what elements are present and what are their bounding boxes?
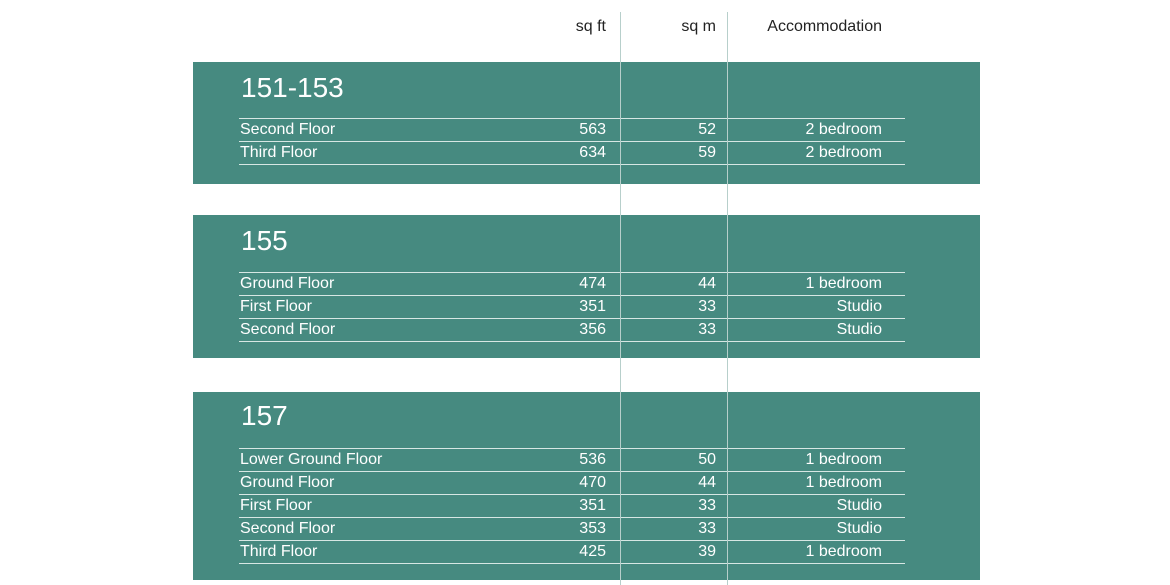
accommodation-cell: 1 bedroom <box>805 543 882 560</box>
floor-cell: Ground Floor <box>240 275 335 292</box>
floor-cell: Second Floor <box>240 121 336 138</box>
sqm-cell: 33 <box>698 321 716 338</box>
floor-cell: First Floor <box>240 298 312 315</box>
table-row <box>239 494 905 517</box>
floor-cell: Second Floor <box>240 321 336 338</box>
accommodation-cell: Studio <box>836 497 882 514</box>
sqm-cell: 44 <box>698 474 716 491</box>
table-row <box>239 272 905 295</box>
floor-cell: First Floor <box>240 497 312 514</box>
sqft-cell: 563 <box>579 121 606 138</box>
header-accommodation: Accommodation <box>767 18 882 35</box>
accommodation-cell: 2 bedroom <box>805 144 882 161</box>
schedule-rows <box>239 272 905 342</box>
table-row <box>239 471 905 494</box>
accommodation-cell: 2 bedroom <box>805 121 882 138</box>
schedule-rows <box>239 448 905 564</box>
table-row <box>239 141 905 165</box>
table-row <box>239 540 905 564</box>
sqm-cell: 33 <box>698 520 716 537</box>
table-row <box>239 295 905 318</box>
sqft-cell: 353 <box>579 520 606 537</box>
accommodation-cell: 1 bedroom <box>805 474 882 491</box>
sqft-cell: 425 <box>579 543 606 560</box>
table-row <box>239 448 905 471</box>
sqft-cell: 634 <box>579 144 606 161</box>
header-sq-ft: sq ft <box>575 18 606 35</box>
accommodation-cell: Studio <box>836 298 882 315</box>
table-row <box>239 318 905 342</box>
table-row <box>239 118 905 141</box>
accommodation-cell: 1 bedroom <box>805 451 882 468</box>
block-title: 151-153 <box>241 72 344 103</box>
header-sq-m: sq m <box>681 18 716 35</box>
sqm-cell: 39 <box>698 543 716 560</box>
sqm-cell: 50 <box>698 451 716 468</box>
accommodation-cell: Studio <box>836 321 882 338</box>
block-155 <box>193 215 980 358</box>
sqft-cell: 351 <box>579 497 606 514</box>
sqm-cell: 44 <box>698 275 716 292</box>
floor-cell: Third Floor <box>240 144 318 161</box>
floor-cell: Third Floor <box>240 543 318 560</box>
floor-cell: Ground Floor <box>240 474 335 491</box>
accommodation-cell: Studio <box>836 520 882 537</box>
sqm-cell: 33 <box>698 497 716 514</box>
block-title: 155 <box>241 225 288 256</box>
floor-cell: Lower Ground Floor <box>240 451 383 468</box>
sqm-cell: 33 <box>698 298 716 315</box>
floor-cell: Second Floor <box>240 520 336 537</box>
table-row <box>239 517 905 540</box>
sqft-cell: 536 <box>579 451 606 468</box>
sqft-cell: 470 <box>579 474 606 491</box>
sqm-cell: 59 <box>698 144 716 161</box>
block-157 <box>193 392 980 580</box>
block-title: 157 <box>241 400 288 431</box>
sqft-cell: 474 <box>579 275 606 292</box>
sqft-cell: 351 <box>579 298 606 315</box>
accommodation-cell: 1 bedroom <box>805 275 882 292</box>
sqft-cell: 356 <box>579 321 606 338</box>
sqm-cell: 52 <box>698 121 716 138</box>
column-divider-sqm-accommodation <box>727 12 728 585</box>
schedule-rows <box>239 118 905 165</box>
block-151-153 <box>193 62 980 184</box>
column-divider-sqft-sqm <box>620 12 621 585</box>
